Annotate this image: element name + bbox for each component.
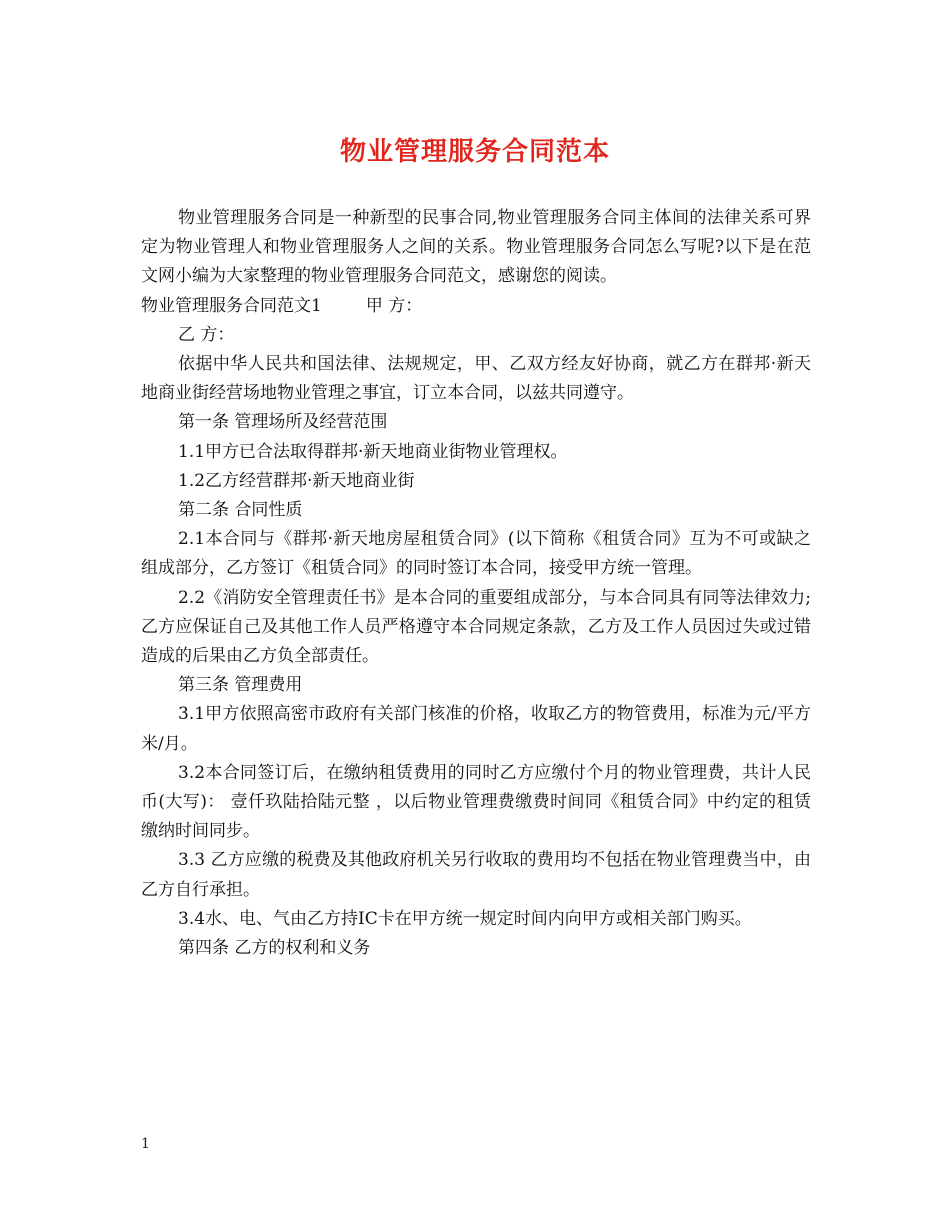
clause-2-1: 2.1本合同与《群邦·新天地房屋租赁合同》(以下简称《租赁合同》互为不可或缺之组成部分，乙方签订《租赁合同》的同时签订本合同，接受甲方统一管理。 bbox=[141, 529, 811, 579]
document-title: 物业管理服务合同范本 bbox=[339, 137, 610, 167]
article-2-heading: 第二条 合同性质 bbox=[178, 500, 303, 521]
document-body bbox=[141, 204, 811, 963]
article-3-heading: 第三条 管理费用 bbox=[178, 675, 303, 696]
preamble-paragraph: 依据中华人民共和国法律、法规规定，甲、乙双方经友好协商，就乙方在群邦·新天地商业街经营场地物业管理之事宜，订立本合同，以兹共同遵守。 bbox=[141, 354, 811, 404]
clause-3-3: 3.3 乙方应缴的税费及其他政府机关另行收取的费用均不包括在物业管理费当中，由乙方自行承担。 bbox=[141, 850, 811, 900]
sample-heading: 物业管理服务合同范文1 bbox=[141, 295, 322, 316]
intro-paragraph: 物业管理服务合同是一种新型的民事合同,物业管理服务合同主体间的法律关系可界定为物业管理人和物业管理服务人之间的关系。物业管理服务合同怎么写呢?以下是在范文网小编为大家整理的物业管理服务合同范文，感谢您的阅读。 bbox=[141, 208, 811, 287]
article-1-heading: 第一条 管理场所及经营范围 bbox=[178, 412, 388, 433]
clause-2-2: 2.2《消防安全管理责任书》是本合同的重要组成部分，与本合同具有同等法律效力;乙方应保证自己及其他工作人员严格遵守本合同规定条款，乙方及工作人员因过失或过错造成的后果由乙方负全部责任。 bbox=[141, 587, 811, 667]
party-a-label: 甲 方： bbox=[365, 295, 423, 316]
sample-heading-line bbox=[141, 292, 811, 321]
article-4-heading: 第四条 乙方的权利和义务 bbox=[178, 938, 371, 959]
party-b-label: 乙 方： bbox=[178, 324, 235, 345]
page-number: 1 bbox=[141, 1136, 150, 1152]
clause-3-2: 3.2本合同签订后，在缴纳租赁费用的同时乙方应缴付个月的物业管理费，共计人民币(大写)： 壹仟玖陆拾陆元整 ，以后物业管理费缴费时间同《租赁合同》中约定的租赁缴纳时间同步。 bbox=[141, 762, 811, 842]
clause-3-1: 3.1甲方依照高密市政府有关部门核准的价格，收取乙方的物管费用，标准为元/平方米/月。 bbox=[141, 704, 811, 754]
clause-1-1: 1.1甲方已合法取得群邦·新天地商业街物业管理权。 bbox=[178, 441, 568, 462]
clause-1-2: 1.2乙方经营群邦·新天地商业街 bbox=[178, 470, 415, 491]
clause-3-4: 3.4水、电、气由乙方持IC卡在甲方统一规定时间内向甲方或相关部门购买。 bbox=[178, 908, 752, 929]
